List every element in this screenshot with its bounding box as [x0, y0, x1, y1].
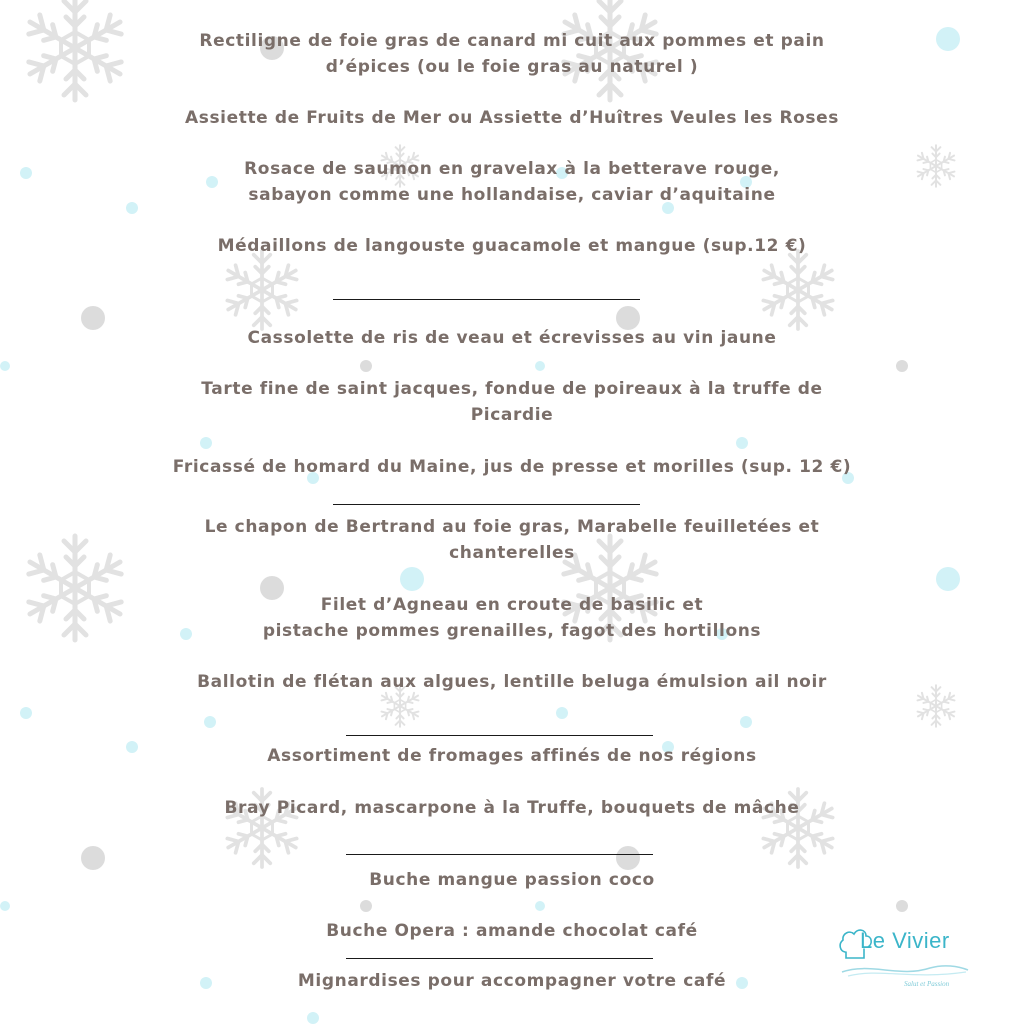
menu-item-line: d’épices (ou le foie gras au naturel )	[325, 57, 699, 77]
menu-item-line: Picardie	[470, 405, 554, 425]
menu-item-line: Le chapon de Bertrand au foie gras, Marabelle feuilletées et	[204, 517, 820, 537]
menu-item-line: Rosace de saumon en gravelax à la betterave rouge,	[244, 159, 780, 179]
menu-item	[0, 514, 1024, 566]
section-divider	[333, 504, 640, 505]
menu-item	[0, 669, 1024, 695]
section-divider	[333, 299, 640, 300]
logo-tagline: Salut et Passion	[904, 980, 950, 988]
section-divider	[346, 958, 653, 959]
menu-item-line: Mignardises pour accompagner votre café	[297, 971, 727, 991]
menu-item	[0, 325, 1024, 351]
menu-item	[0, 795, 1024, 821]
menu-item	[0, 233, 1024, 259]
menu-item	[0, 28, 1024, 80]
menu-item	[0, 156, 1024, 208]
menu-item-line: Assiette de Fruits de Mer ou Assiette d’Huîtres Veules les Roses	[184, 108, 840, 128]
wave-icon	[840, 960, 970, 980]
menu-item-line: pistache pommes grenailles, fagot des hortillons	[262, 621, 762, 641]
menu-item-line: Buche Opera : amande chocolat café	[326, 921, 698, 941]
menu-item-line: Tarte fine de saint jacques, fondue de poireaux à la truffe de	[201, 379, 823, 399]
menu-item	[0, 454, 1024, 480]
logo-name: Le Vivier	[860, 928, 950, 953]
menu-item-line: Rectiligne de foie gras de canard mi cuit aux pommes et pain	[199, 31, 825, 51]
menu-item	[0, 592, 1024, 644]
menu-item-line: Filet d’Agneau en croute de basilic et	[320, 595, 704, 615]
menu-item-line: chanterelles	[449, 543, 575, 563]
menu-item-line: Bray Picard, mascarpone à la Truffe, bouquets de mâche	[224, 798, 800, 818]
menu-item-line: Cassolette de ris de veau et écrevisses au vin jaune	[247, 328, 777, 348]
menu-item	[0, 743, 1024, 769]
restaurant-logo	[836, 918, 972, 996]
section-divider	[346, 735, 653, 736]
menu-item-line: Médaillons de langouste guacamole et mangue (sup.12 €)	[217, 236, 807, 256]
menu-item-line: Fricassé de homard du Maine, jus de presse et morilles (sup. 12 €)	[172, 457, 852, 477]
section-divider	[346, 854, 653, 855]
menu-item-line: Buche mangue passion coco	[369, 870, 655, 890]
menu-item	[0, 867, 1024, 893]
menu-item	[0, 376, 1024, 428]
menu-item	[0, 105, 1024, 131]
menu-item-line: Ballotin de flétan aux algues, lentille beluga émulsion ail noir	[197, 672, 827, 692]
menu-item-line: sabayon comme une hollandaise, caviar d’aquitaine	[248, 185, 776, 205]
menu-item-line: Assortiment de fromages affinés de nos régions	[267, 746, 757, 766]
